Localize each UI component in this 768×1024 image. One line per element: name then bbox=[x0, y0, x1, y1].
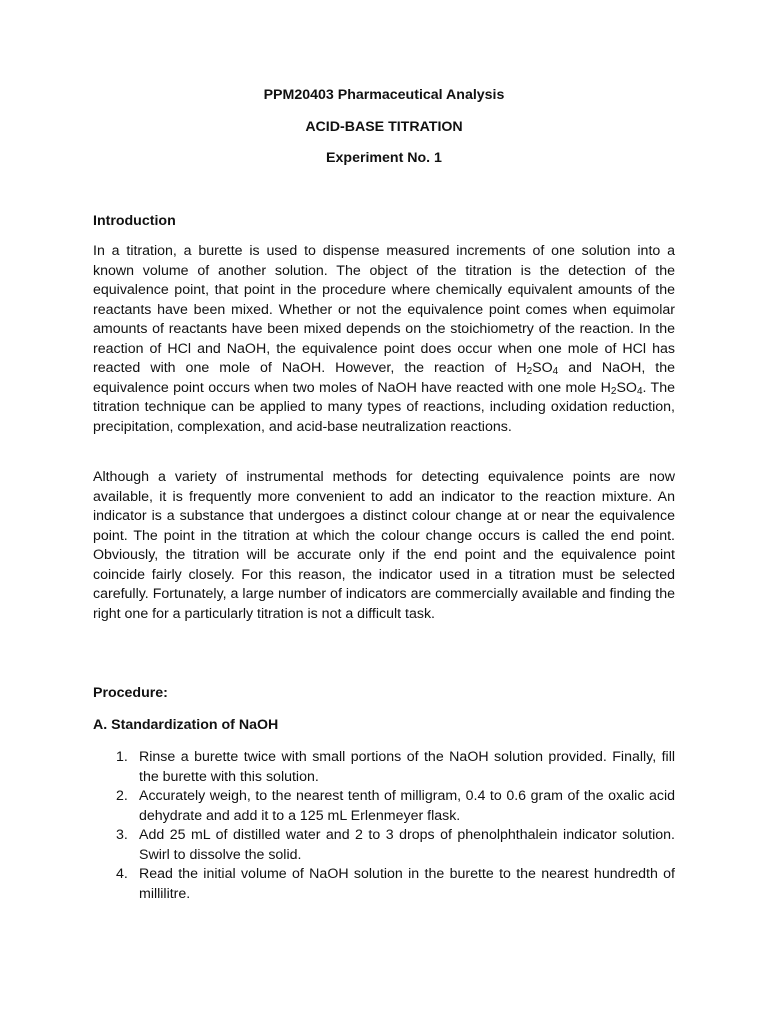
step-number: 1. bbox=[116, 749, 128, 765]
intro-p1-text-d: SO bbox=[616, 379, 637, 396]
course-title: PPM20403 Pharmaceutical Analysis bbox=[263, 87, 505, 103]
procedure-step bbox=[93, 787, 675, 826]
document-title: ACID-BASE TITRATION bbox=[305, 119, 463, 135]
intro-p1-text-b: SO bbox=[532, 360, 553, 376]
procedure-heading: Procedure: bbox=[93, 685, 168, 701]
introduction-paragraph-2: Although a variety of instrumental methods for detecting equivalence points are now available, it is frequently more convenient to add an indicator to the reaction mixture. An indicator is a substance that undergoes a distinct colour change at or near the equivalence point. The point in the titration at which the colour change occurs is called the end point. Obviously, the titration will be accurate only if the end point and the equivalence point coincide fairly closely. For this reason, the indicator used in a titration must be selected carefully. Fortunately, a large number of indicators are commercially available and finding the right one for a particularly titration is not a difficult task. bbox=[93, 469, 675, 622]
experiment-number: Experiment No. 1 bbox=[326, 150, 442, 166]
procedure-step bbox=[93, 748, 675, 787]
intro-p1-subscript-3: 2 bbox=[610, 385, 617, 397]
step-text: Accurately weigh, to the nearest tenth of milligram, 0.4 to 0.6 gram of the oxalic acid dehydrate and add it to a 125 mL Erlenmeyer flask. bbox=[139, 788, 675, 824]
intro-p1-subscript-1: 2 bbox=[526, 366, 533, 377]
introduction-paragraph-1 bbox=[93, 242, 675, 437]
step-number: 3. bbox=[116, 827, 128, 843]
step-text: Read the initial volume of NaOH solution in the burette to the nearest hundredth of millilitre. bbox=[139, 866, 675, 902]
step-number: 2. bbox=[116, 788, 128, 804]
intro-p1-text-e: . The titration technique can be applied to many types of reactions, including oxidation reduction, precipitation, complexation, and acid-base neutralization reactions. bbox=[93, 379, 675, 435]
intro-p1-text-c: and NaOH, the equivalence point occurs when two moles of NaOH have reacted with one mole H bbox=[93, 360, 675, 396]
step-text: Rinse a burette twice with small portions of the NaOH solution provided. Finally, fill the burette with this solution. bbox=[139, 749, 675, 785]
intro-p1-text-a: In a titration, a burette is used to dispense measured increments of one solution into a known volume of another solution. The object of the titration is the detection of the equivalence point, that point in the procedure where chemically equivalent amounts of the reactants have been mixed. Whether or not the equivalence point comes when equimolar amounts of reactants have been mixed depends on the stoichiometry of the reaction. In the reaction of HCl and NaOH, the equivalence point does occur when one mole of HCl has reacted with one mole of NaOH. However, the reaction of H bbox=[93, 243, 675, 376]
step-number: 4. bbox=[116, 866, 128, 882]
procedure-subheading: A. Standardization of NaOH bbox=[93, 717, 279, 733]
procedure-steps bbox=[93, 748, 675, 904]
intro-p1-subscript-2: 4 bbox=[552, 366, 559, 377]
introduction-heading: Introduction bbox=[93, 213, 176, 229]
procedure-step bbox=[93, 826, 675, 865]
step-text: Add 25 mL of distilled water and 2 to 3 drops of phenolphthalein indicator solution. Swirl to dissolve the solid. bbox=[139, 827, 675, 863]
procedure-step bbox=[93, 865, 675, 904]
intro-p1-subscript-4: 4 bbox=[636, 385, 643, 397]
